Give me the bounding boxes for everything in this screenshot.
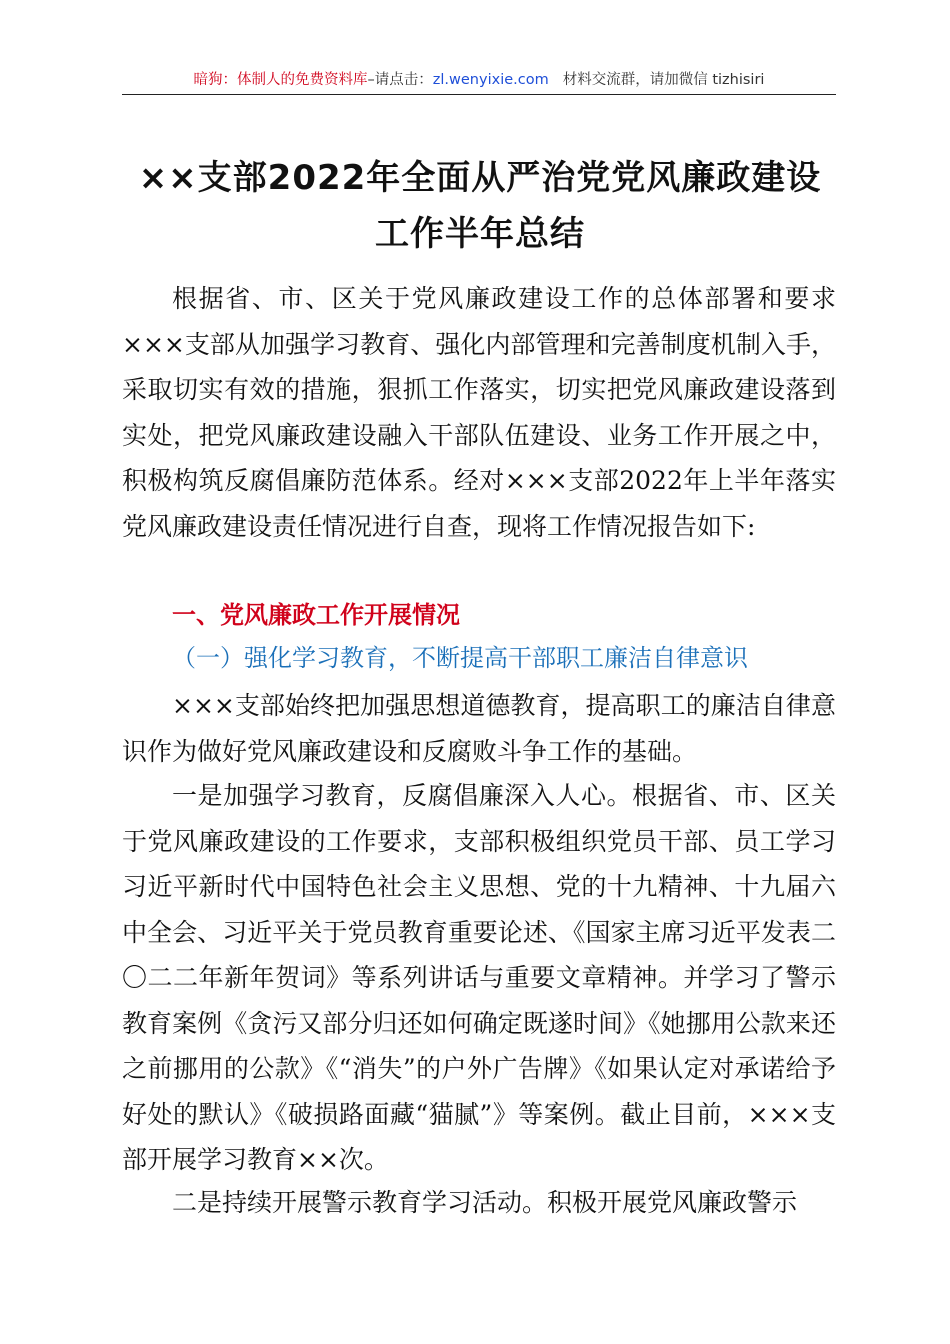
intro-paragraph: 根据省、市、区关于党风廉政建设工作的总体部署和要求×××支部从加强学习教育、强化内部管理和完善制度机制入手，采取切实有效的措施，狠抓工作落实，切实把党风廉政建设落到实处，把党风廉政建设融入干部队伍建设、业务工作开展之中，积极构筑反腐倡廉防范体系。经对×××支部2022年上半年落实党风廉政建设责任情况进行自查，现将工作情况报告如下: [122,284,836,541]
promo-header [122,66,836,95]
point-two-paragraph: 二是持续开展警示教育学习活动。积极开展党风廉政警示 [172,1188,798,1217]
point-one-paragraph: 一是加强学习教育，反腐倡廉深入人心。根据省、市、区关于党风廉政建设的工作要求，支部积极组织党员干部、员工学习习近平新时代中国特色社会主义思想、党的十九精神、十九届六中全会、习近平关于党员教育重要论述、《国家主席习近平发表二〇二二年新年贺词》等系列讲话与重要文章精神。并学习了警示教育案例《贪污又部分归还如何确定既遂时间》《她挪用公款来还之前挪用的公款》《“消失”的户外广告牌》《如果认定对承诺给予好处的默认》《破损路面藏“猫腻”》等案例。截止目前，×××支部开展学习教育××次。 [122,781,836,1174]
subsection-heading: （一）强化学习教育，不断提高干部职工廉洁自律意识 [172,644,748,672]
document-title-line-2: 工作半年总结 [375,214,585,254]
header-click-prompt: –请点击： [367,72,433,88]
header-contact-text: 材料交流群，请加微信 tizhisiri [562,72,765,88]
subsection-paragraph: ×××支部始终把加强思想道德教育，提高职工的廉洁自律意识作为做好党风廉政建设和反腐败斗争工作的基础。 [122,691,836,766]
header-link[interactable]: zl.wenyixie.com [432,72,549,88]
section-heading: 一、党风廉政工作开展情况 [172,601,460,629]
document-title-line-1: ××支部2022年全面从严治党党风廉政建设 [138,158,822,198]
header-ad-text: 暗狗：体制人的免费资料库 [193,72,368,88]
